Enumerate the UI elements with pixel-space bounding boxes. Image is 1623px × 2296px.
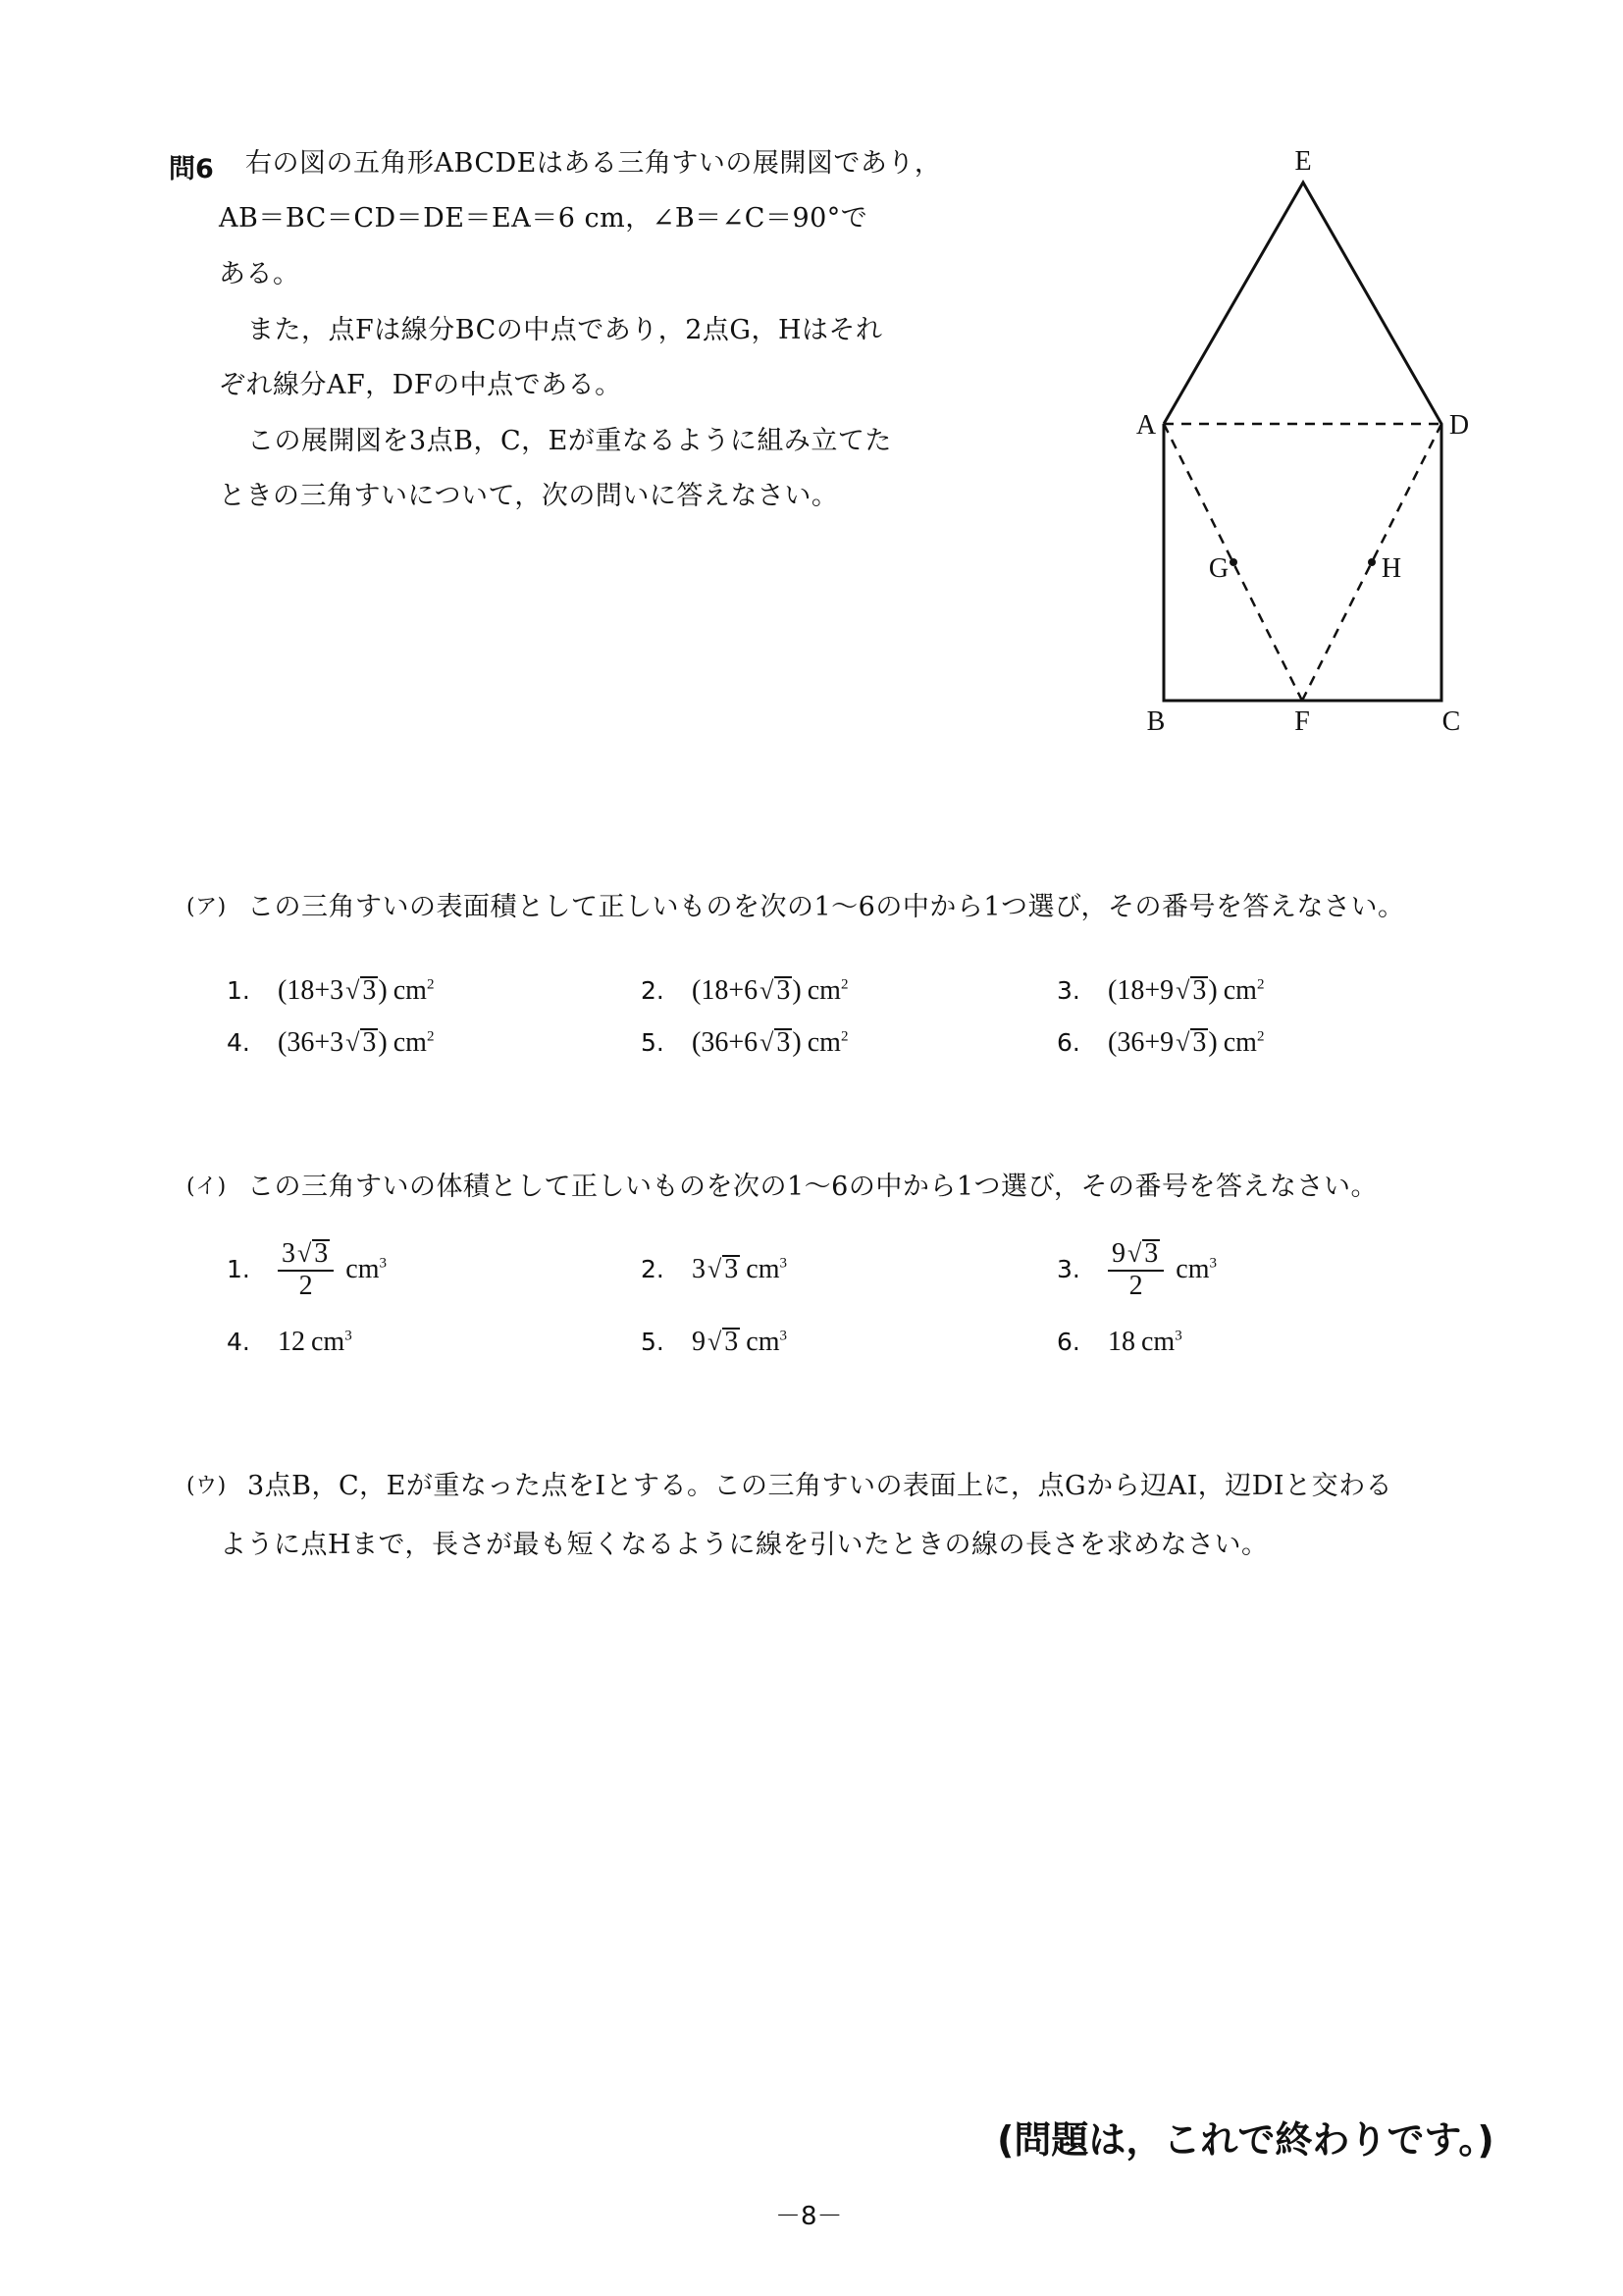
unit: $cm^3$ bbox=[311, 1327, 352, 1357]
unit-exponent: 3 bbox=[1175, 1328, 1182, 1344]
net-diagram bbox=[0, 0, 1623, 785]
option-expression bbox=[278, 1326, 352, 1359]
unit: $cm^3$ bbox=[746, 1327, 787, 1357]
vertex-label-d: D bbox=[1448, 410, 1470, 441]
option-number: 2. bbox=[641, 976, 664, 1005]
term-coefficient: 3 bbox=[330, 1027, 344, 1058]
unit-exponent: 2 bbox=[1256, 1028, 1265, 1045]
part-a-question: この三角すいの表面積として正しいものを次の1～6の中から1つ選び，その番号を答えなさい。 bbox=[247, 892, 1405, 922]
end-note: (問題は，これで終わりです。) bbox=[997, 2118, 1494, 2162]
option-2[interactable] bbox=[641, 974, 848, 1008]
sqrt-expression bbox=[706, 1253, 740, 1286]
plus-sign: + bbox=[314, 1027, 331, 1058]
intro-line: ある。 bbox=[219, 259, 300, 289]
option-expression bbox=[1108, 974, 1264, 1008]
term-constant: 36 bbox=[287, 1027, 315, 1058]
intro-line: AB＝BC＝CD＝DE＝EA＝6 cm，∠B＝∠C＝90°で bbox=[219, 203, 868, 234]
plus-sign: + bbox=[1144, 975, 1161, 1006]
sqrt-expression bbox=[343, 1026, 378, 1060]
unit: $cm^2$ bbox=[807, 975, 849, 1006]
page-number: －8－ bbox=[775, 2202, 843, 2231]
option-expression bbox=[692, 1026, 848, 1060]
radical-sign-icon: √ bbox=[759, 976, 774, 1005]
term-constant: 36 bbox=[1117, 1027, 1145, 1058]
fraction bbox=[1108, 1239, 1164, 1301]
option-expression bbox=[1108, 1326, 1182, 1359]
option-expression bbox=[1108, 1239, 1217, 1301]
point-g-dot bbox=[1230, 558, 1237, 566]
option-number: 5. bbox=[641, 1328, 664, 1356]
option-number: 4. bbox=[227, 1028, 250, 1057]
radicand: 3 bbox=[1192, 975, 1207, 1006]
radical-sign-icon: √ bbox=[1176, 976, 1190, 1005]
unit-exponent: 2 bbox=[426, 976, 435, 993]
vertex-label-f: F bbox=[1294, 706, 1310, 737]
point-label-h: H bbox=[1381, 553, 1402, 584]
unit-exponent: 3 bbox=[1209, 1255, 1217, 1272]
paren-open: ( bbox=[692, 1027, 702, 1058]
radical-sign-icon: √ bbox=[1176, 1028, 1190, 1057]
radical-sign-icon: √ bbox=[297, 1238, 312, 1268]
term-coefficient: 9 bbox=[1160, 1027, 1175, 1058]
sqrt-expression bbox=[1174, 1026, 1208, 1060]
unit: $cm^3$ bbox=[345, 1254, 387, 1284]
paren-close: ) bbox=[1208, 1027, 1218, 1058]
unit: $cm^2$ bbox=[807, 1027, 849, 1058]
unit-exponent: 2 bbox=[840, 976, 849, 993]
part-c-marker: (ウ) bbox=[186, 1474, 227, 1498]
radical-sign-icon: √ bbox=[345, 976, 360, 1005]
term-coefficient: 9 bbox=[1160, 975, 1175, 1006]
option-4[interactable] bbox=[227, 1026, 434, 1060]
paren-close: ) bbox=[792, 1027, 802, 1058]
intro-line: ときの三角すいについて，次の問いに答えなさい。 bbox=[219, 481, 839, 511]
sqrt-expression bbox=[758, 974, 792, 1008]
option-expression bbox=[278, 974, 434, 1008]
option-expression bbox=[278, 1239, 387, 1301]
radical-sign-icon: √ bbox=[707, 1255, 722, 1283]
option-number: 1. bbox=[227, 1255, 250, 1283]
option-5[interactable] bbox=[641, 1326, 787, 1359]
term-coefficient: 3 bbox=[330, 975, 344, 1006]
part-b-question: この三角すいの体積として正しいものを次の1～6の中から1つ選び，その番号を答えなさい。 bbox=[247, 1172, 1378, 1202]
option-3[interactable] bbox=[1057, 1238, 1217, 1301]
paren-close: ) bbox=[378, 1027, 388, 1058]
value: 18 bbox=[1108, 1327, 1135, 1357]
sqrt-expression bbox=[343, 974, 378, 1008]
unit-exponent: 3 bbox=[379, 1255, 387, 1272]
fraction-denominator: 2 bbox=[298, 1270, 313, 1301]
sqrt-expression bbox=[295, 1238, 330, 1269]
radicand: 3 bbox=[776, 1027, 791, 1058]
unit-exponent: 3 bbox=[779, 1328, 787, 1344]
unit-exponent: 2 bbox=[1256, 976, 1265, 993]
paren-open: ( bbox=[1108, 1027, 1118, 1058]
term-constant: 18 bbox=[1117, 975, 1145, 1006]
radical-sign-icon: √ bbox=[345, 1028, 360, 1057]
unit: $cm^3$ bbox=[746, 1254, 787, 1284]
radicand: 3 bbox=[362, 1027, 377, 1058]
option-number: 6. bbox=[1057, 1328, 1080, 1356]
term-constant: 18 bbox=[287, 975, 315, 1006]
option-number: 6. bbox=[1057, 1028, 1080, 1057]
term-constant: 36 bbox=[701, 1027, 729, 1058]
term-coefficient: 6 bbox=[744, 975, 759, 1006]
paren-open: ( bbox=[692, 975, 702, 1006]
option-expression bbox=[1108, 1026, 1264, 1060]
point-h-dot bbox=[1368, 558, 1376, 566]
radical-sign-icon: √ bbox=[759, 1028, 774, 1057]
unit: $cm^3$ bbox=[1141, 1327, 1182, 1357]
part-b-marker: (イ) bbox=[186, 1174, 227, 1199]
pentagon-outline bbox=[1164, 183, 1441, 701]
part-c-line: ように点Hまで，長さが最も短くなるように線を引いたときの線の長さを求めなさい。 bbox=[220, 1530, 1269, 1560]
radicand: 3 bbox=[724, 1327, 739, 1357]
option-1[interactable] bbox=[227, 974, 434, 1008]
option-1[interactable] bbox=[227, 1238, 387, 1301]
option-number: 2. bbox=[641, 1255, 664, 1283]
option-3[interactable] bbox=[1057, 974, 1264, 1008]
radicand: 3 bbox=[776, 975, 791, 1006]
unit: $cm^2$ bbox=[1223, 975, 1265, 1006]
option-6[interactable] bbox=[1057, 1026, 1264, 1060]
plus-sign: + bbox=[728, 1027, 745, 1058]
intro-line: ぞれ線分AF，DFの中点である。 bbox=[219, 370, 622, 400]
option-number: 4. bbox=[227, 1328, 250, 1356]
sqrt-expression bbox=[706, 1326, 740, 1359]
intro-line: また，点Fは線分BCの中点であり，2点G，Hはそれ bbox=[247, 315, 883, 345]
option-4[interactable] bbox=[227, 1326, 352, 1359]
fraction bbox=[278, 1239, 334, 1301]
option-number: 1. bbox=[227, 976, 250, 1005]
radicand: 3 bbox=[362, 975, 377, 1006]
paren-open: ( bbox=[278, 1027, 288, 1058]
sqrt-expression bbox=[1126, 1238, 1160, 1269]
sqrt-expression bbox=[758, 1026, 792, 1060]
option-expression bbox=[692, 1253, 787, 1286]
paren-close: ) bbox=[1208, 975, 1218, 1006]
fraction-denominator: 2 bbox=[1128, 1270, 1143, 1301]
unit-exponent: 3 bbox=[779, 1255, 787, 1272]
vertex-label-c: C bbox=[1441, 706, 1461, 737]
paren-close: ) bbox=[792, 975, 802, 1006]
paren-open: ( bbox=[278, 975, 288, 1006]
intro-line: この展開図を3点B，C，Eが重なるように組み立てた bbox=[247, 426, 892, 456]
coefficient: 3 bbox=[282, 1237, 295, 1269]
unit: $cm^2$ bbox=[1223, 1027, 1265, 1058]
intro-line: 右の図の五角形ABCDEはある三角すいの展開図であり， bbox=[245, 148, 942, 179]
fraction-numerator bbox=[278, 1239, 334, 1272]
coefficient: 3 bbox=[692, 1254, 706, 1284]
option-6[interactable] bbox=[1057, 1326, 1182, 1359]
unit: $cm^3$ bbox=[1176, 1254, 1217, 1284]
plus-sign: + bbox=[1144, 1027, 1161, 1058]
value: 12 bbox=[278, 1327, 305, 1357]
vertex-label-a: A bbox=[1135, 410, 1157, 441]
radical-sign-icon: √ bbox=[707, 1328, 722, 1356]
term-constant: 18 bbox=[701, 975, 729, 1006]
option-5[interactable] bbox=[641, 1026, 848, 1060]
unit-exponent: 3 bbox=[344, 1328, 352, 1344]
option-2[interactable] bbox=[641, 1238, 787, 1301]
option-number: 5. bbox=[641, 1028, 664, 1057]
vertex-label-e: E bbox=[1294, 146, 1312, 177]
coefficient: 9 bbox=[1112, 1237, 1126, 1269]
option-expression bbox=[278, 1026, 434, 1060]
radicand: 3 bbox=[1144, 1237, 1159, 1269]
unit-exponent: 2 bbox=[840, 1028, 849, 1045]
option-number: 3. bbox=[1057, 976, 1080, 1005]
coefficient: 9 bbox=[692, 1327, 706, 1357]
plus-sign: + bbox=[728, 975, 745, 1006]
sqrt-expression bbox=[1174, 974, 1208, 1008]
radicand: 3 bbox=[724, 1254, 739, 1284]
option-expression bbox=[692, 1326, 787, 1359]
radicand: 3 bbox=[314, 1237, 329, 1269]
term-coefficient: 6 bbox=[744, 1027, 759, 1058]
paren-close: ) bbox=[378, 975, 388, 1006]
radicand: 3 bbox=[1192, 1027, 1207, 1058]
unit-exponent: 2 bbox=[426, 1028, 435, 1045]
unit: $cm^2$ bbox=[393, 975, 435, 1006]
option-expression bbox=[692, 974, 848, 1008]
option-number: 3. bbox=[1057, 1255, 1080, 1283]
plus-sign: + bbox=[314, 975, 331, 1006]
paren-open: ( bbox=[1108, 975, 1118, 1006]
problem-number: 問6 bbox=[169, 154, 214, 184]
radical-sign-icon: √ bbox=[1127, 1238, 1142, 1268]
part-c-line: 3点B，C，Eが重なった点をIとする。この三角すいの表面上に，点Gから辺AI，辺DIと交わる bbox=[247, 1471, 1393, 1501]
fraction-numerator bbox=[1108, 1239, 1164, 1272]
vertex-label-b: B bbox=[1146, 706, 1166, 737]
unit: $cm^2$ bbox=[393, 1027, 435, 1058]
point-label-g: G bbox=[1208, 553, 1230, 584]
part-a-marker: (ア) bbox=[186, 895, 227, 919]
